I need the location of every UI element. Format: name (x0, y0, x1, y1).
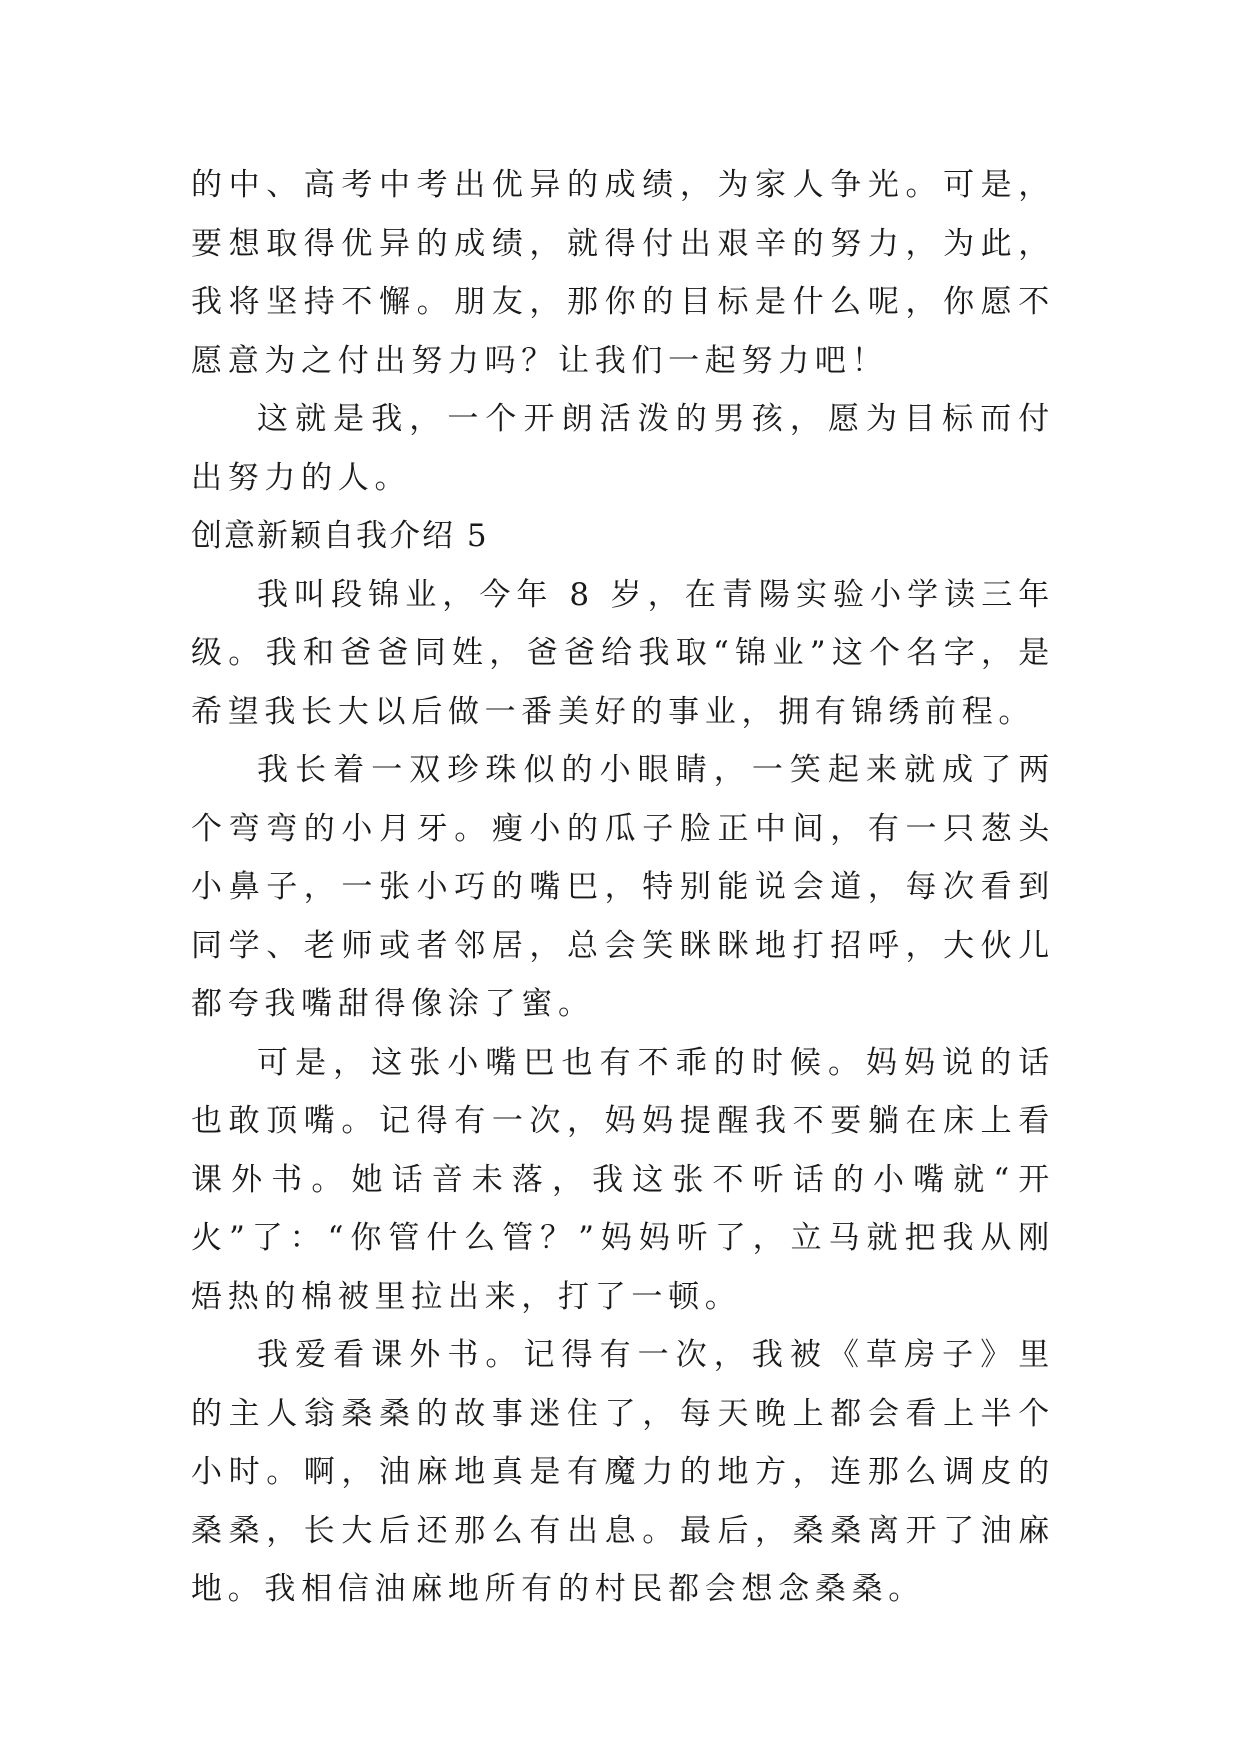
document-page (191, 156, 1055, 1619)
paragraph-6: 我爱看课外书。记得有一次，我被《草房子》里的主人翁桑桑的故事迷住了，每天晚上都会看上半个小时。啊，油麻地真是有魔力的地方，连那么调皮的桑桑，长大后还那么有出息。最后，桑桑离开了油麻地。我相信油麻地所有的村民都会想念桑桑。 (191, 1337, 1055, 1607)
paragraph-4: 我长着一双珍珠似的小眼睛，一笑起来就成了两个弯弯的小月牙。瘦小的瓜子脸正中间，有一只葱头小鼻子，一张小巧的嘴巴，特别能说会道，每次看到同学、老师或者邻居，总会笑眯眯地打招呼，大伙儿都夸我嘴甜得像涂了蜜。 (191, 752, 1055, 1022)
paragraph-1: 的中、高考中考出优异的成绩，为家人争光。可是，要想取得优异的成绩，就得付出艰辛的努力，为此，我将坚持不懈。朋友，那你的目标是什么呢，你愿不愿意为之付出努力吗？让我们一起努力吧！ (191, 167, 1055, 379)
paragraph-2: 这就是我，一个开朗活泼的男孩，愿为目标而付出努力的人。 (191, 401, 1055, 496)
section-heading: 创意新颖自我介绍 5 (191, 518, 489, 554)
paragraph-3: 我叫段锦业，今年 8 岁，在青陽实验小学读三年级。我和爸爸同姓，爸爸给我取“锦业”这个名字，是希望我长大以后做一番美好的事业，拥有锦绣前程。 (191, 576, 1055, 730)
paragraph-5: 可是，这张小嘴巴也有不乖的时候。妈妈说的话也敢顶嘴。记得有一次，妈妈提醒我不要躺在床上看课外书。她话音未落，我这张不听话的小嘴就“开火”了：“你管什么管？”妈妈听了，立马就把我从刚焐热的棉被里拉出来，打了一顿。 (191, 1044, 1055, 1315)
